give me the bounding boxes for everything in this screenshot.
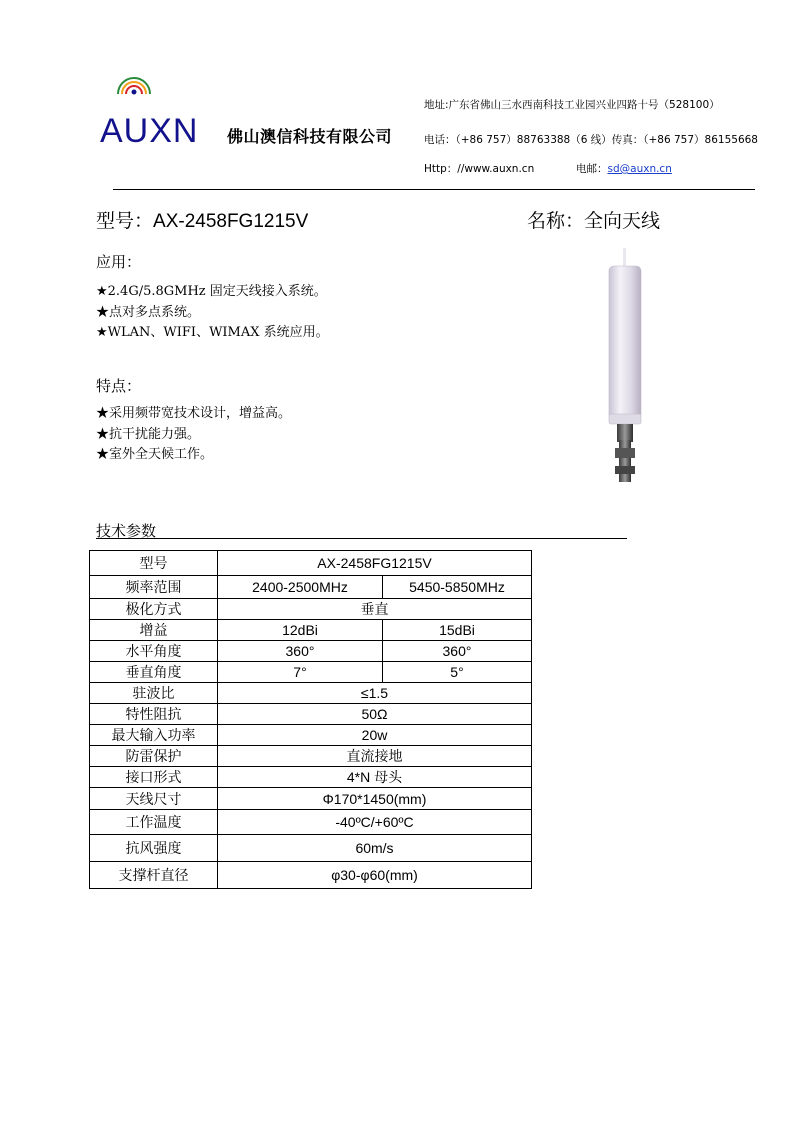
table-row [90, 551, 532, 576]
spec-label: 垂直角度 [90, 662, 218, 683]
signal-waves-icon [114, 72, 154, 112]
company-address: 地址:广东省佛山三水西南科技工业园兴业四路十号（528100） [424, 99, 720, 111]
table-row [90, 683, 532, 704]
spec-value: φ30-φ60(mm) [218, 862, 532, 889]
spec-value: 2400-2500MHz [218, 576, 383, 599]
spec-value: ≤1.5 [218, 683, 532, 704]
specs-table [89, 550, 532, 889]
spec-label: 特性阻抗 [90, 704, 218, 725]
model-value: AX-2458FG1215V [153, 211, 309, 232]
spec-value: 5450-5850MHz [383, 576, 532, 599]
spec-label: 型号 [90, 551, 218, 576]
name-value: 全向天线 [584, 210, 661, 232]
features-list [96, 404, 291, 466]
model-label: 型号： [96, 210, 154, 232]
list-item: ★抗干扰能力强。 [96, 426, 201, 442]
table-row [90, 599, 532, 620]
spec-label: 接口形式 [90, 767, 218, 788]
email-link[interactable]: sd@auxn.cn [607, 163, 672, 175]
spec-label: 抗风强度 [90, 835, 218, 862]
table-row [90, 576, 532, 599]
spec-label: 支撑杆直径 [90, 862, 218, 889]
list-item: ★室外全天候工作。 [96, 447, 214, 462]
spec-label: 水平角度 [90, 641, 218, 662]
product-name [527, 206, 660, 233]
spec-value: -40ºC/+60ºC [218, 810, 532, 835]
table-row [90, 810, 532, 835]
spec-value: 4*N 母头 [218, 767, 532, 788]
spec-label: 最大输入功率 [90, 725, 218, 746]
table-row [90, 788, 532, 810]
company-phone-fax: 电话：（+86 757）88763388（6 线）传真：（+86 757）86155668 [424, 134, 758, 146]
antenna-product-image [604, 248, 646, 484]
table-row [90, 835, 532, 862]
spec-label: 增益 [90, 620, 218, 641]
spec-value: 20w [218, 725, 532, 746]
spec-label: 天线尺寸 [90, 788, 218, 810]
spec-value: AX-2458FG1215V [218, 551, 532, 576]
spec-value: 12dBi [218, 620, 383, 641]
spec-value: 5° [383, 662, 532, 683]
spec-value: Φ170*1450(mm) [218, 788, 532, 810]
features-heading: 特点： [96, 377, 142, 395]
logo-wordmark: AUXN [100, 112, 199, 150]
spec-value: 360° [218, 641, 383, 662]
spec-label: 频率范围 [90, 576, 218, 599]
list-item: ★采用频带宽技术设计，增益高。 [96, 406, 292, 421]
spec-value: 7° [218, 662, 383, 683]
product-model [96, 206, 308, 233]
company-website[interactable]: Http：//www.auxn.cn [424, 163, 535, 175]
table-row [90, 641, 532, 662]
spec-value: 直流接地 [218, 746, 532, 767]
spec-value: 50Ω [218, 704, 532, 725]
company-logo [100, 72, 206, 154]
spec-label: 驻波比 [90, 683, 218, 704]
email-label: 电邮： [576, 163, 608, 175]
spec-value: 垂直 [218, 599, 532, 620]
company-name: 佛山澳信科技有限公司 [227, 127, 393, 146]
spec-label: 防雷保护 [90, 746, 218, 767]
name-label: 名称： [527, 210, 585, 232]
specs-heading: 技术参数 [96, 522, 157, 540]
header-divider [113, 189, 755, 190]
table-row [90, 725, 532, 746]
spec-value: 15dBi [383, 620, 532, 641]
table-row [90, 662, 532, 683]
list-item: ★点对多点系统。 [96, 304, 201, 320]
spec-label: 极化方式 [90, 599, 218, 620]
specs-heading-underline [96, 538, 627, 539]
table-row [90, 620, 532, 641]
spec-label: 工作温度 [90, 810, 218, 835]
application-heading: 应用： [96, 253, 142, 271]
application-list [96, 282, 329, 344]
list-item: ★WLAN、WIFI、WIMAX 系统应用。 [96, 325, 329, 340]
spec-value: 360° [383, 641, 532, 662]
table-row [90, 746, 532, 767]
company-email [576, 161, 672, 176]
table-row [90, 704, 532, 725]
table-row [90, 767, 532, 788]
table-row [90, 862, 532, 889]
list-item: ★2.4G/5.8GMHz 固定天线接入系统。 [96, 284, 327, 299]
spec-value: 60m/s [218, 835, 532, 862]
